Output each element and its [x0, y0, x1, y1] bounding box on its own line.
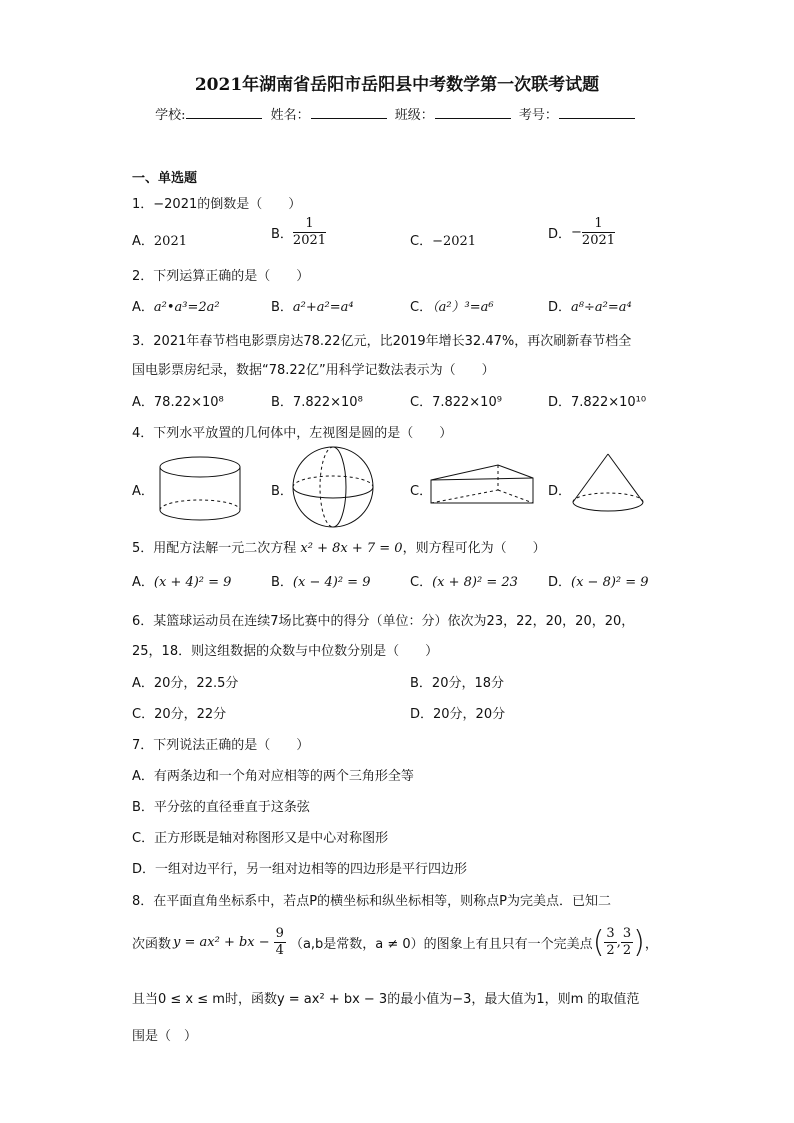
question-5-stem: 5．用配方法解一元二次方程 x² + 8x + 7 = 0，则方程可化为（ ） [132, 541, 546, 556]
q6-option-d: D．20分，20分 [410, 707, 506, 722]
name-label: 姓名： [270, 108, 310, 123]
q5-option-b: B．(x − 4)² = 9 [271, 575, 371, 590]
school-label: 学校: [155, 108, 186, 123]
q2-option-b: B．a²+a²=a⁴ [271, 300, 354, 315]
section-heading: 一、单选题 [132, 171, 198, 186]
triangular-prism-figure [428, 460, 538, 508]
question-7-stem: 7．下列说法正确的是（ ） [132, 738, 310, 753]
q3-option-a: A．78.22×10⁸ [132, 395, 224, 410]
q4-option-b-label: B． [271, 484, 293, 499]
class-label: 班级： [394, 108, 434, 123]
q1-option-d: D．− $\frac{1}{2021}$ [548, 216, 616, 248]
question-4-stem: 4．下列水平放置的几何体中，左视图是圆的是（ ） [132, 426, 453, 441]
sphere-figure [290, 444, 380, 532]
q2-option-d: D．a⁸÷a²=a⁴ [548, 300, 632, 315]
question-2-stem: 2．下列运算正确的是（ ） [132, 269, 310, 284]
q1-option-c: C．−2021 [410, 234, 477, 249]
question-8-line-2: 次函数 y = ax² + bx − $\frac{9}{4}$ （a,b是常数，a ≠ 0）的图象上有且只有一个完美点 ( $\frac{3}{2}$ , $\frac{3}{2}$ ) ， [132, 924, 658, 960]
q1-option-a: A．2021 [132, 234, 187, 249]
question-8-line-4: 围是（ ） [132, 1029, 198, 1044]
q1-option-b: B． $\frac{1}{2021}$ [271, 216, 327, 248]
q3-option-d: D．7.822×10¹⁰ [548, 395, 647, 410]
class-blank[interactable] [435, 106, 511, 119]
name-blank[interactable] [311, 106, 387, 119]
q6-option-c: C．20分，22分 [132, 707, 227, 722]
q7-option-b: B．平分弦的直径垂直于这条弦 [132, 800, 310, 815]
q7-option-d: D．一组对边平行，另一组对边相等的四边形是平行四边形 [132, 862, 468, 877]
q2-option-a: A．a²•a³=2a² [132, 300, 220, 315]
question-3-line-1: 3．2021年春节档电影票房达78.22亿元，比2019年增长32.47%，再次刷新春节档全 [132, 334, 632, 349]
question-3-line-2: 国电影票房纪录，数据“78.22亿”用科学记数法表示为（ ） [132, 363, 495, 378]
question-6-line-1: 6．某篮球运动员在连续7场比赛中的得分（单位：分）依次为23，22，20，20，20， [132, 614, 635, 629]
number-blank[interactable] [559, 106, 635, 119]
question-8-line-3: 且当0 ≤ x ≤ m时，函数y = ax² + bx − 3的最小值为−3，最大值为1，则m 的取值范 [132, 992, 640, 1007]
q7-option-a: A．有两条边和一个角对应相等的两个三角形全等 [132, 769, 414, 784]
q4-option-d-label: D． [548, 484, 572, 499]
q6-option-b: B．20分，18分 [410, 676, 505, 691]
school-blank[interactable] [186, 106, 262, 119]
question-6-line-2: 25，18．则这组数据的众数与中位数分别是（ ） [132, 644, 439, 659]
question-1-stem: 1．−2021的倒数是（ ） [132, 197, 302, 212]
q2-option-c: C．（a²）³=a⁶ [410, 300, 494, 315]
q3-option-b: B．7.822×10⁸ [271, 395, 363, 410]
q5-option-a: A．(x + 4)² = 9 [132, 575, 232, 590]
q7-option-c: C．正方形既是轴对称图形又是中心对称图形 [132, 831, 389, 846]
q3-option-c: C．7.822×10⁹ [410, 395, 502, 410]
q5-option-c: C．(x + 8)² = 23 [410, 575, 518, 590]
q4-option-c-label: C． [410, 484, 433, 499]
q6-option-a: A．20分，22.5分 [132, 676, 239, 691]
student-info-line [0, 104, 794, 123]
q4-option-a-label: A． [132, 484, 154, 499]
number-label: 考号： [518, 108, 558, 123]
question-8-line-1: 8．在平面直角坐标系中，若点P的横坐标和纵坐标相等，则称点P为完美点．已知二 [132, 894, 611, 909]
q5-option-d: D．(x − 8)² = 9 [548, 575, 649, 590]
cone-figure [568, 452, 648, 518]
page-title: 2021年湖南省岳阳市岳阳县中考数学第一次联考试题 [194, 75, 600, 95]
cylinder-figure [150, 450, 250, 526]
